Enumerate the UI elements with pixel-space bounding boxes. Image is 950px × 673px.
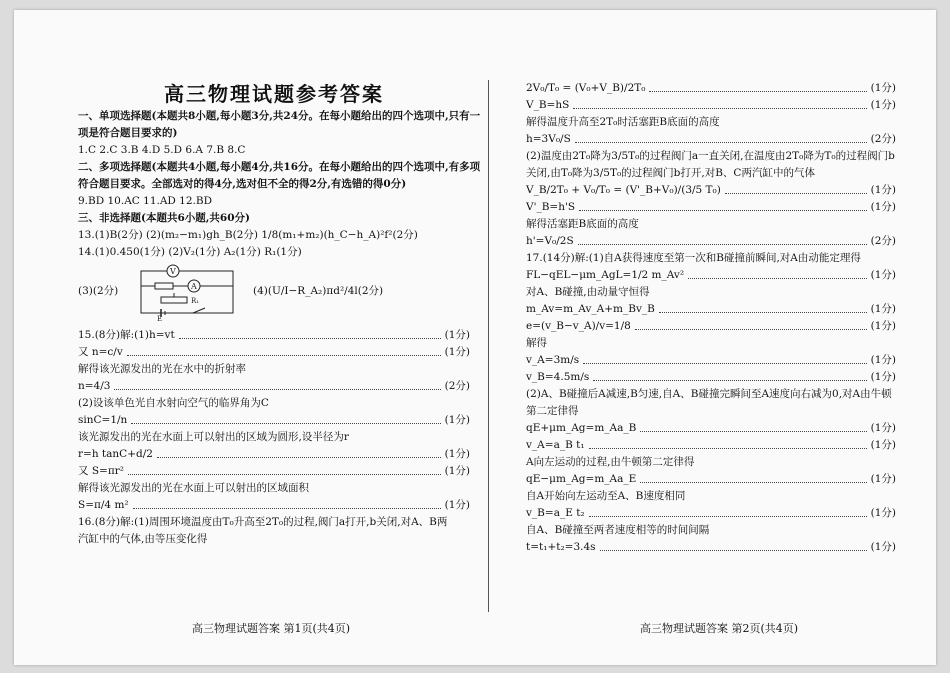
score-line <box>78 329 470 341</box>
leader-dots <box>127 348 441 356</box>
answer-expression: FL−qEL−μm_AgL=1/2 m_Av² <box>526 269 685 281</box>
answer-expression: h'=V₀/2S <box>526 235 574 247</box>
answer-expression: 又 n=c/v <box>78 346 123 358</box>
score-value: (1分) <box>870 507 896 519</box>
score-value: (1分) <box>870 269 896 281</box>
section-1-heading-cont: 项是符合题目要求的) <box>78 127 178 139</box>
q14-answer: 14.(1)0.450(1分) (2)V₂(1分) A₂(1分) R₁(1分) <box>78 246 302 258</box>
q14-circuit-block <box>78 263 470 323</box>
answer-expression: r=h tanC+d/2 <box>78 448 153 460</box>
explanation-text: 自A、B碰撞至两者速度相等的时间间隔 <box>526 524 710 536</box>
answer-expression: t=t₁+t₂=3.4s <box>526 541 596 553</box>
answer-expression: m_Av=m_Av_A+m_Bv_B <box>526 303 655 315</box>
score-line <box>526 422 896 434</box>
q16-heading: 16.(8分)解:(1)周围环境温度由T₀升高至2T₀的过程,阀门a打开,b关闭,对A、B两 <box>78 516 448 528</box>
score-line <box>526 99 896 111</box>
score-value: (1分) <box>870 473 896 485</box>
battery-label: E <box>157 315 163 321</box>
answer-expression: 又 S=πr² <box>78 465 124 477</box>
score-line <box>78 380 470 392</box>
score-line <box>526 235 896 247</box>
column-divider <box>488 80 489 612</box>
score-line <box>526 82 896 94</box>
score-line <box>526 541 896 553</box>
leader-dots <box>640 424 866 432</box>
answer-expression: v_A=3m/s <box>526 354 580 366</box>
score-value: (1分) <box>444 499 470 511</box>
score-line <box>526 354 896 366</box>
leader-dots <box>659 305 867 313</box>
page-title: 高三物理试题参考答案 <box>164 82 384 106</box>
answer-expression: sinC=1/n <box>78 414 128 426</box>
answer-expression: h=3V₀/S <box>526 133 571 145</box>
explanation-text: 对A、B碰撞,由动量守恒得 <box>526 286 650 298</box>
explanation-text: (2)温度由2T₀降为3/5T₀的过程阀门a一直关闭,在温度由2T₀降为T₀的过程阀门b <box>526 150 895 162</box>
leader-dots <box>575 135 867 143</box>
score-line <box>526 371 896 383</box>
leader-dots <box>128 467 441 475</box>
score-line <box>526 439 896 451</box>
score-value: (1分) <box>444 329 470 341</box>
explanation-text: 解得该光源发出的光在水面上可以射出的区域面积 <box>78 482 309 494</box>
q16-heading-cont: 汽缸中的气体,由等压变化得 <box>78 533 208 545</box>
score-value: (1分) <box>444 414 470 426</box>
score-value: (1分) <box>870 541 896 553</box>
answer-expression: v_B=a_E t₂ <box>526 507 585 519</box>
score-line <box>526 320 896 332</box>
leader-dots <box>725 186 867 194</box>
section-1-heading: 一、单项选择题(本题共8小题,每小题3分,共24分。在每小题给出的四个选项中,只有一 <box>78 110 481 122</box>
explanation-text: 第二定律得 <box>526 405 579 417</box>
answer-sheet <box>14 10 936 665</box>
score-line <box>78 414 470 426</box>
answer-expression: qE−μm_Ag=m_Aa_E <box>526 473 637 485</box>
circuit-diagram <box>133 263 243 321</box>
section-3-heading: 三、非选择题(本题共6小题,共60分) <box>78 212 251 224</box>
explanation-text: 解得该光源发出的光在水中的折射率 <box>78 363 246 375</box>
score-line <box>526 269 896 281</box>
score-line <box>78 499 470 511</box>
page-footer-left: 高三物理试题答案 第1页(共4页) <box>192 622 351 635</box>
q13-answer: 13.(1)B(2分) (2)(m₂−m₁)gh_B(2分) 1/8(m₁+m₂)(h_C−h_A)²f²(2分) <box>78 229 418 241</box>
score-value: (1分) <box>870 354 896 366</box>
q17-heading: 17.(14分)解:(1)自A获得速度至第一次和B碰撞前瞬间,对A由动能定理得 <box>526 252 861 264</box>
explanation-text: 关闭,由T₀降为3/5T₀的过程阀门b打开,对B、C两汽缸中的气体 <box>526 167 815 179</box>
leader-dots <box>600 543 867 551</box>
answer-expression: n=4/3 <box>78 380 111 392</box>
explanation-text: 自A开始向左运动至A、B速度相同 <box>526 490 686 502</box>
score-value: (2分) <box>444 380 470 392</box>
ammeter-label: A <box>191 282 197 291</box>
answer-expression: V'_B=h'S <box>526 201 576 213</box>
score-value: (1分) <box>870 371 896 383</box>
score-value: (1分) <box>870 201 896 213</box>
explanation-text: A向左运动的过程,由牛顿第二定律得 <box>526 456 695 468</box>
score-value: (1分) <box>444 448 470 460</box>
leader-dots <box>688 271 867 279</box>
score-value: (1分) <box>870 82 896 94</box>
score-line <box>526 473 896 485</box>
score-value: (1分) <box>870 303 896 315</box>
right-column <box>526 82 896 558</box>
score-value: (2分) <box>870 133 896 145</box>
explanation-text: 解得温度升高至2T₀时活塞距B底面的高度 <box>526 116 720 128</box>
score-line <box>526 303 896 315</box>
leader-dots <box>589 441 867 449</box>
leader-dots <box>133 501 441 509</box>
score-value: (1分) <box>870 422 896 434</box>
leader-dots <box>579 203 867 211</box>
leader-dots <box>573 101 866 109</box>
explanation-text: (2)A、B碰撞后A减速,B匀速,自A、B碰撞完瞬间至A速度向右减为0,对A由牛顿 <box>526 388 892 400</box>
score-line <box>526 201 896 213</box>
score-line <box>78 465 470 477</box>
q14-part4: (4)(U/I−R_A₂)πd²/4l(2分) <box>253 285 384 297</box>
leader-dots <box>179 331 441 339</box>
score-value: (2分) <box>870 235 896 247</box>
leader-dots <box>640 475 866 483</box>
answer-expression: V_B=hS <box>526 99 570 111</box>
rheostat-label: R₁ <box>191 297 200 305</box>
score-line <box>526 507 896 519</box>
answers-9-12: 9.BD 10.AC 11.AD 12.BD <box>78 195 213 207</box>
leader-dots <box>131 416 440 424</box>
score-line <box>78 448 470 460</box>
answers-1-8: 1.C 2.C 3.B 4.D 5.D 6.A 7.B 8.C <box>78 144 246 156</box>
leader-dots <box>593 373 866 381</box>
answer-expression: 2V₀/T₀ = (V₀+V_B)/2T₀ <box>526 82 646 94</box>
answer-expression: v_B=4.5m/s <box>526 371 590 383</box>
score-line <box>526 184 896 196</box>
explanation-text: 解得活塞距B底面的高度 <box>526 218 639 230</box>
answer-expression: e=(v_B−v_A)/v=1/8 <box>526 320 631 332</box>
explanation-text: 解得 <box>526 337 547 349</box>
explanation-text: (2)设该单色光自水射向空气的临界角为C <box>78 397 269 409</box>
section-2-heading: 二、多项选择题(本题共4小题,每小题4分,共16分。在每小题给出的四个选项中,有多项 <box>78 161 481 173</box>
explanation-text: 该光源发出的光在水面上可以射出的区域为圆形,设半径为r <box>78 431 349 443</box>
leader-dots <box>583 356 866 364</box>
answer-expression: V_B/2T₀ + V₀/T₀ = (V'_B+V₀)/(3/5 T₀) <box>526 184 721 196</box>
leader-dots <box>589 509 867 517</box>
answer-expression: qE+μm_Ag=m_Aa_B <box>526 422 637 434</box>
score-line <box>526 133 896 145</box>
answer-expression: 15.(8分)解:(1)h=vt <box>78 329 175 341</box>
answer-expression: S=π/4 m² <box>78 499 129 511</box>
score-value: (1分) <box>444 346 470 358</box>
leader-dots <box>578 237 867 245</box>
page-footer-right: 高三物理试题答案 第2页(共4页) <box>640 622 799 635</box>
q14-part3-label: (3)(2分) <box>78 285 119 297</box>
leader-dots <box>157 450 441 458</box>
answer-expression: v_A=a_B t₁ <box>526 439 585 451</box>
score-line <box>78 346 470 358</box>
score-value: (1分) <box>870 320 896 332</box>
leader-dots <box>649 84 866 92</box>
left-column <box>78 82 481 550</box>
score-value: (1分) <box>444 465 470 477</box>
score-value: (1分) <box>870 184 896 196</box>
voltmeter-label: V <box>170 267 176 276</box>
leader-dots <box>635 322 867 330</box>
section-2-heading-cont: 符合题目要求。全部选对的得4分,选对但不全的得2分,有选错的得0分) <box>78 178 407 190</box>
score-value: (1分) <box>870 439 896 451</box>
score-value: (1分) <box>870 99 896 111</box>
leader-dots <box>114 382 440 390</box>
